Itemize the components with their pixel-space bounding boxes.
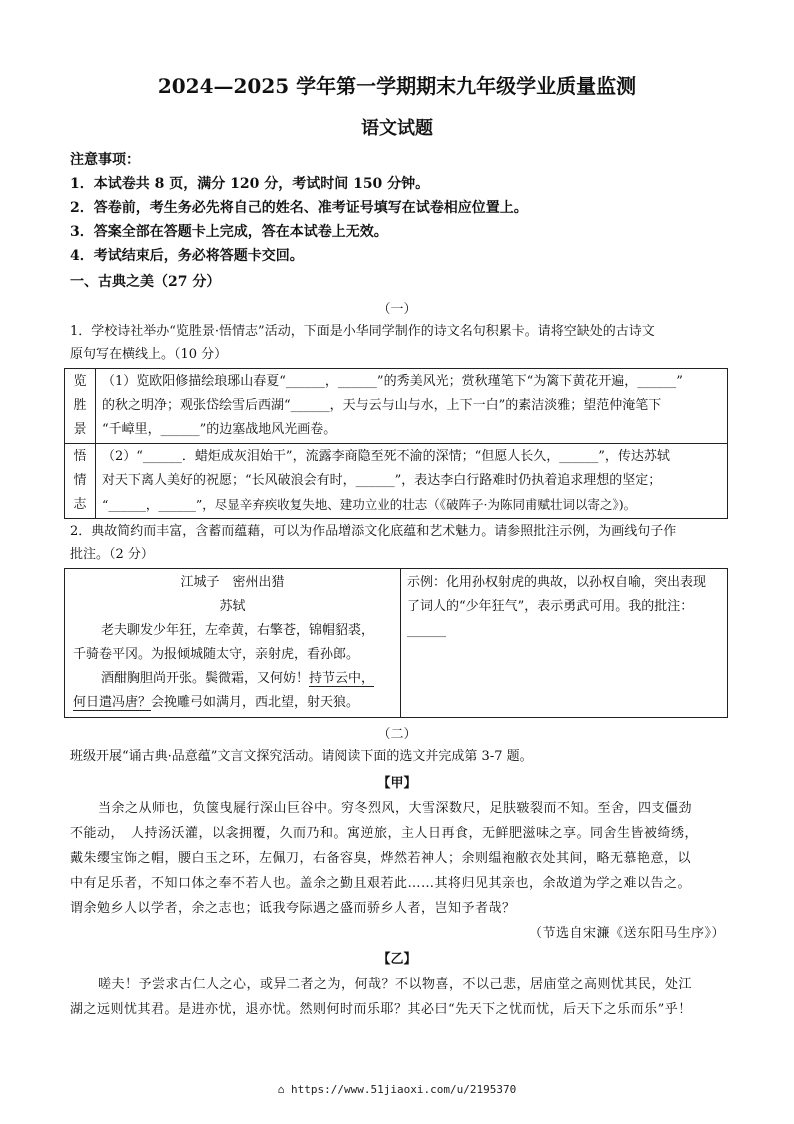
- fill-blank-line[interactable]: “千嶂里，______”的边塞战地风光画卷。: [102, 422, 337, 437]
- fill-blank-line[interactable]: （2）“______．蜡炬成灰泪始干”，流露李商隐至死不渝的深情；“但愿人长久，______”，传达苏轼: [102, 449, 670, 464]
- annotation-cell: [401, 569, 733, 645]
- fill-blank-line[interactable]: （1）览欧阳修描绘琅琊山春夏“______，______”的秀美风光；赏秋瑾笔下“为篱下黄花开遍，______”: [102, 374, 683, 389]
- note-item: 1．本试卷共 8 页，满分 120 分，考试时间 150 分钟。: [70, 176, 430, 192]
- passage-line: 谓余勉乡人以学者，余之志也；诋我夸际遇之盛而骄乡人者，岂知予者哉？: [70, 901, 516, 916]
- note-item: 2．答卷前，考生务必先将自己的姓名、准考证号填写在试卷相应位置上。: [70, 200, 528, 216]
- footer-icon: ⌂: [277, 1083, 292, 1096]
- annotation-answer-blank[interactable]: ______: [407, 623, 446, 638]
- passage-line: 湖之远则忧其君。是进亦忧，退亦忧。然则何时而乐耶？其必曰“先天下之忧而忧，后天下之乐而乐”乎！: [70, 1002, 692, 1017]
- poem-cell: [65, 569, 401, 717]
- question-2-text: [70, 520, 725, 566]
- text-yi: [70, 972, 725, 1022]
- row-label-char: 胜: [73, 398, 87, 413]
- footer-link[interactable]: https://www.51jiaoxi.com/u/2195370: [291, 1083, 517, 1096]
- question-2-table: [64, 568, 728, 718]
- text-jia-mark: 【甲】: [377, 776, 417, 791]
- poem-line: [73, 691, 393, 715]
- note-item: 3．答案全部在答题卡上完成，答在本试卷上无效。: [70, 224, 388, 240]
- question-1-card-table: [64, 368, 728, 519]
- poem-title: 江城子 密州出猎: [180, 575, 285, 590]
- example-line: 了词人的“少年狂气”，表示勇武可用。我的批注：: [407, 599, 694, 614]
- text-yi-mark: 【乙】: [377, 952, 417, 967]
- fill-blank-line[interactable]: “______，______”，尽显辛弃疾收复失地、建功立业的壮志（《破阵子·为陈同甫赋壮词以寄之》)。: [102, 497, 637, 512]
- passage-line: 中有足乐者，不知口体之奉不若人也。盖余之勤且艰若此……其将归见其亲也，余故道为学之难以告之。: [70, 876, 692, 891]
- question-2-line: 2．典故简约而丰富，含蓄而蕴藉，可以为作品增添文化底蕴和艺术魅力。请参照批注示例，为画线句子作: [70, 524, 677, 539]
- row-content: [96, 369, 728, 444]
- poem-line: [73, 667, 393, 691]
- underlined-sentence: 持节云中，: [309, 671, 375, 686]
- note-item: 4．考试结束后，务必将答题卡交回。: [70, 248, 304, 264]
- fill-blank-line[interactable]: 对天下离人美好的祝愿；“长风破浪会有时，______”，表达李白行路难时仍执着追求理想的坚定；: [102, 473, 662, 488]
- poem-text: 会挽雕弓如满月，西北望，射天狼。: [151, 695, 360, 710]
- poem-author: 苏轼: [219, 599, 246, 614]
- poem-text: 酒酣胸胆尚开张。鬓微霜，又何妨！: [101, 671, 310, 686]
- row-label: [65, 444, 96, 519]
- row-label-char: 景: [73, 422, 87, 437]
- page-subtitle: 语文试题: [361, 118, 433, 139]
- passage-line: 不能动， 人持汤沃灌，以衾拥覆，久而乃和。寓逆旅，主人日再食，无鲜肥滋味之享。同舍生皆被绮绣，: [70, 826, 699, 841]
- footer-url[interactable]: [0, 1083, 794, 1096]
- question-1-text: [70, 320, 725, 366]
- passage-line: 嗟夫！予尝求古仁人之心，或异二者之为，何哉？不以物喜，不以己悲，居庙堂之高则忧其民，处江: [98, 977, 693, 992]
- row-label: [65, 369, 96, 444]
- row-label-char: 悟: [73, 449, 87, 464]
- notes-heading: 注意事项：: [70, 152, 140, 168]
- row-label-char: 览: [73, 374, 87, 389]
- poem-line: 千骑卷平冈。为报倾城随太守，亲射虎，看孙郎。: [73, 647, 360, 662]
- row-label-char: 情: [73, 473, 87, 488]
- passage-source: （节选自宋濂《送东阳马生序》）: [528, 926, 725, 941]
- part-mark: （二）: [377, 727, 417, 742]
- part-mark: （一）: [377, 302, 417, 317]
- passage-line: 戴朱缨宝饰之帽，腰白玉之环，左佩刀，右备容臭，烨然若神人；余则缊袍敝衣处其间，略无慕艳意，以: [70, 851, 692, 866]
- row-content: [96, 444, 728, 519]
- fill-blank-line[interactable]: 的秋之明净；观张岱绘雪后西湖“______，天与云与山与水，上下一白”的素洁淡雅；望范仲淹笔下: [102, 398, 662, 413]
- underlined-sentence: 何日遣冯唐？: [73, 695, 152, 710]
- question-1-line: 1．学校诗社举办“览胜景·悟情志”活动，下面是小华同学制作的诗文名句积累卡。请将空缺处的古诗文: [70, 324, 655, 339]
- page-title: 2024—2025 学年第一学期期末九年级学业质量监测: [157, 74, 637, 98]
- text-jia: [70, 796, 725, 946]
- card-row-scenery: [65, 369, 728, 444]
- activity-intro: 班级开展“诵古典·品意蕴”文言文探究活动。请阅读下面的选文并完成第 3-7 题。: [70, 749, 533, 764]
- poem-line: 老夫聊发少年狂，左牵黄，右擎苍，锦帽貂裘，: [101, 623, 375, 638]
- passage-line: 当余之从师也，负箧曳屣行深山巨谷中。穷冬烈风，大雪深数尺，足肤皲裂而不知。至舍，四支僵劲: [98, 801, 693, 816]
- question-2-line: 批注。（2 分）: [70, 547, 154, 562]
- section-heading: 一、古典之美（27 分）: [70, 274, 221, 290]
- row-label-char: 志: [73, 497, 87, 512]
- card-row-emotion: [65, 444, 728, 519]
- question-1-line: 原句写在横线上。（10 分）: [70, 347, 228, 362]
- example-line: 示例：化用孙权射虎的典故，以孙权自喻，突出表现: [407, 575, 707, 590]
